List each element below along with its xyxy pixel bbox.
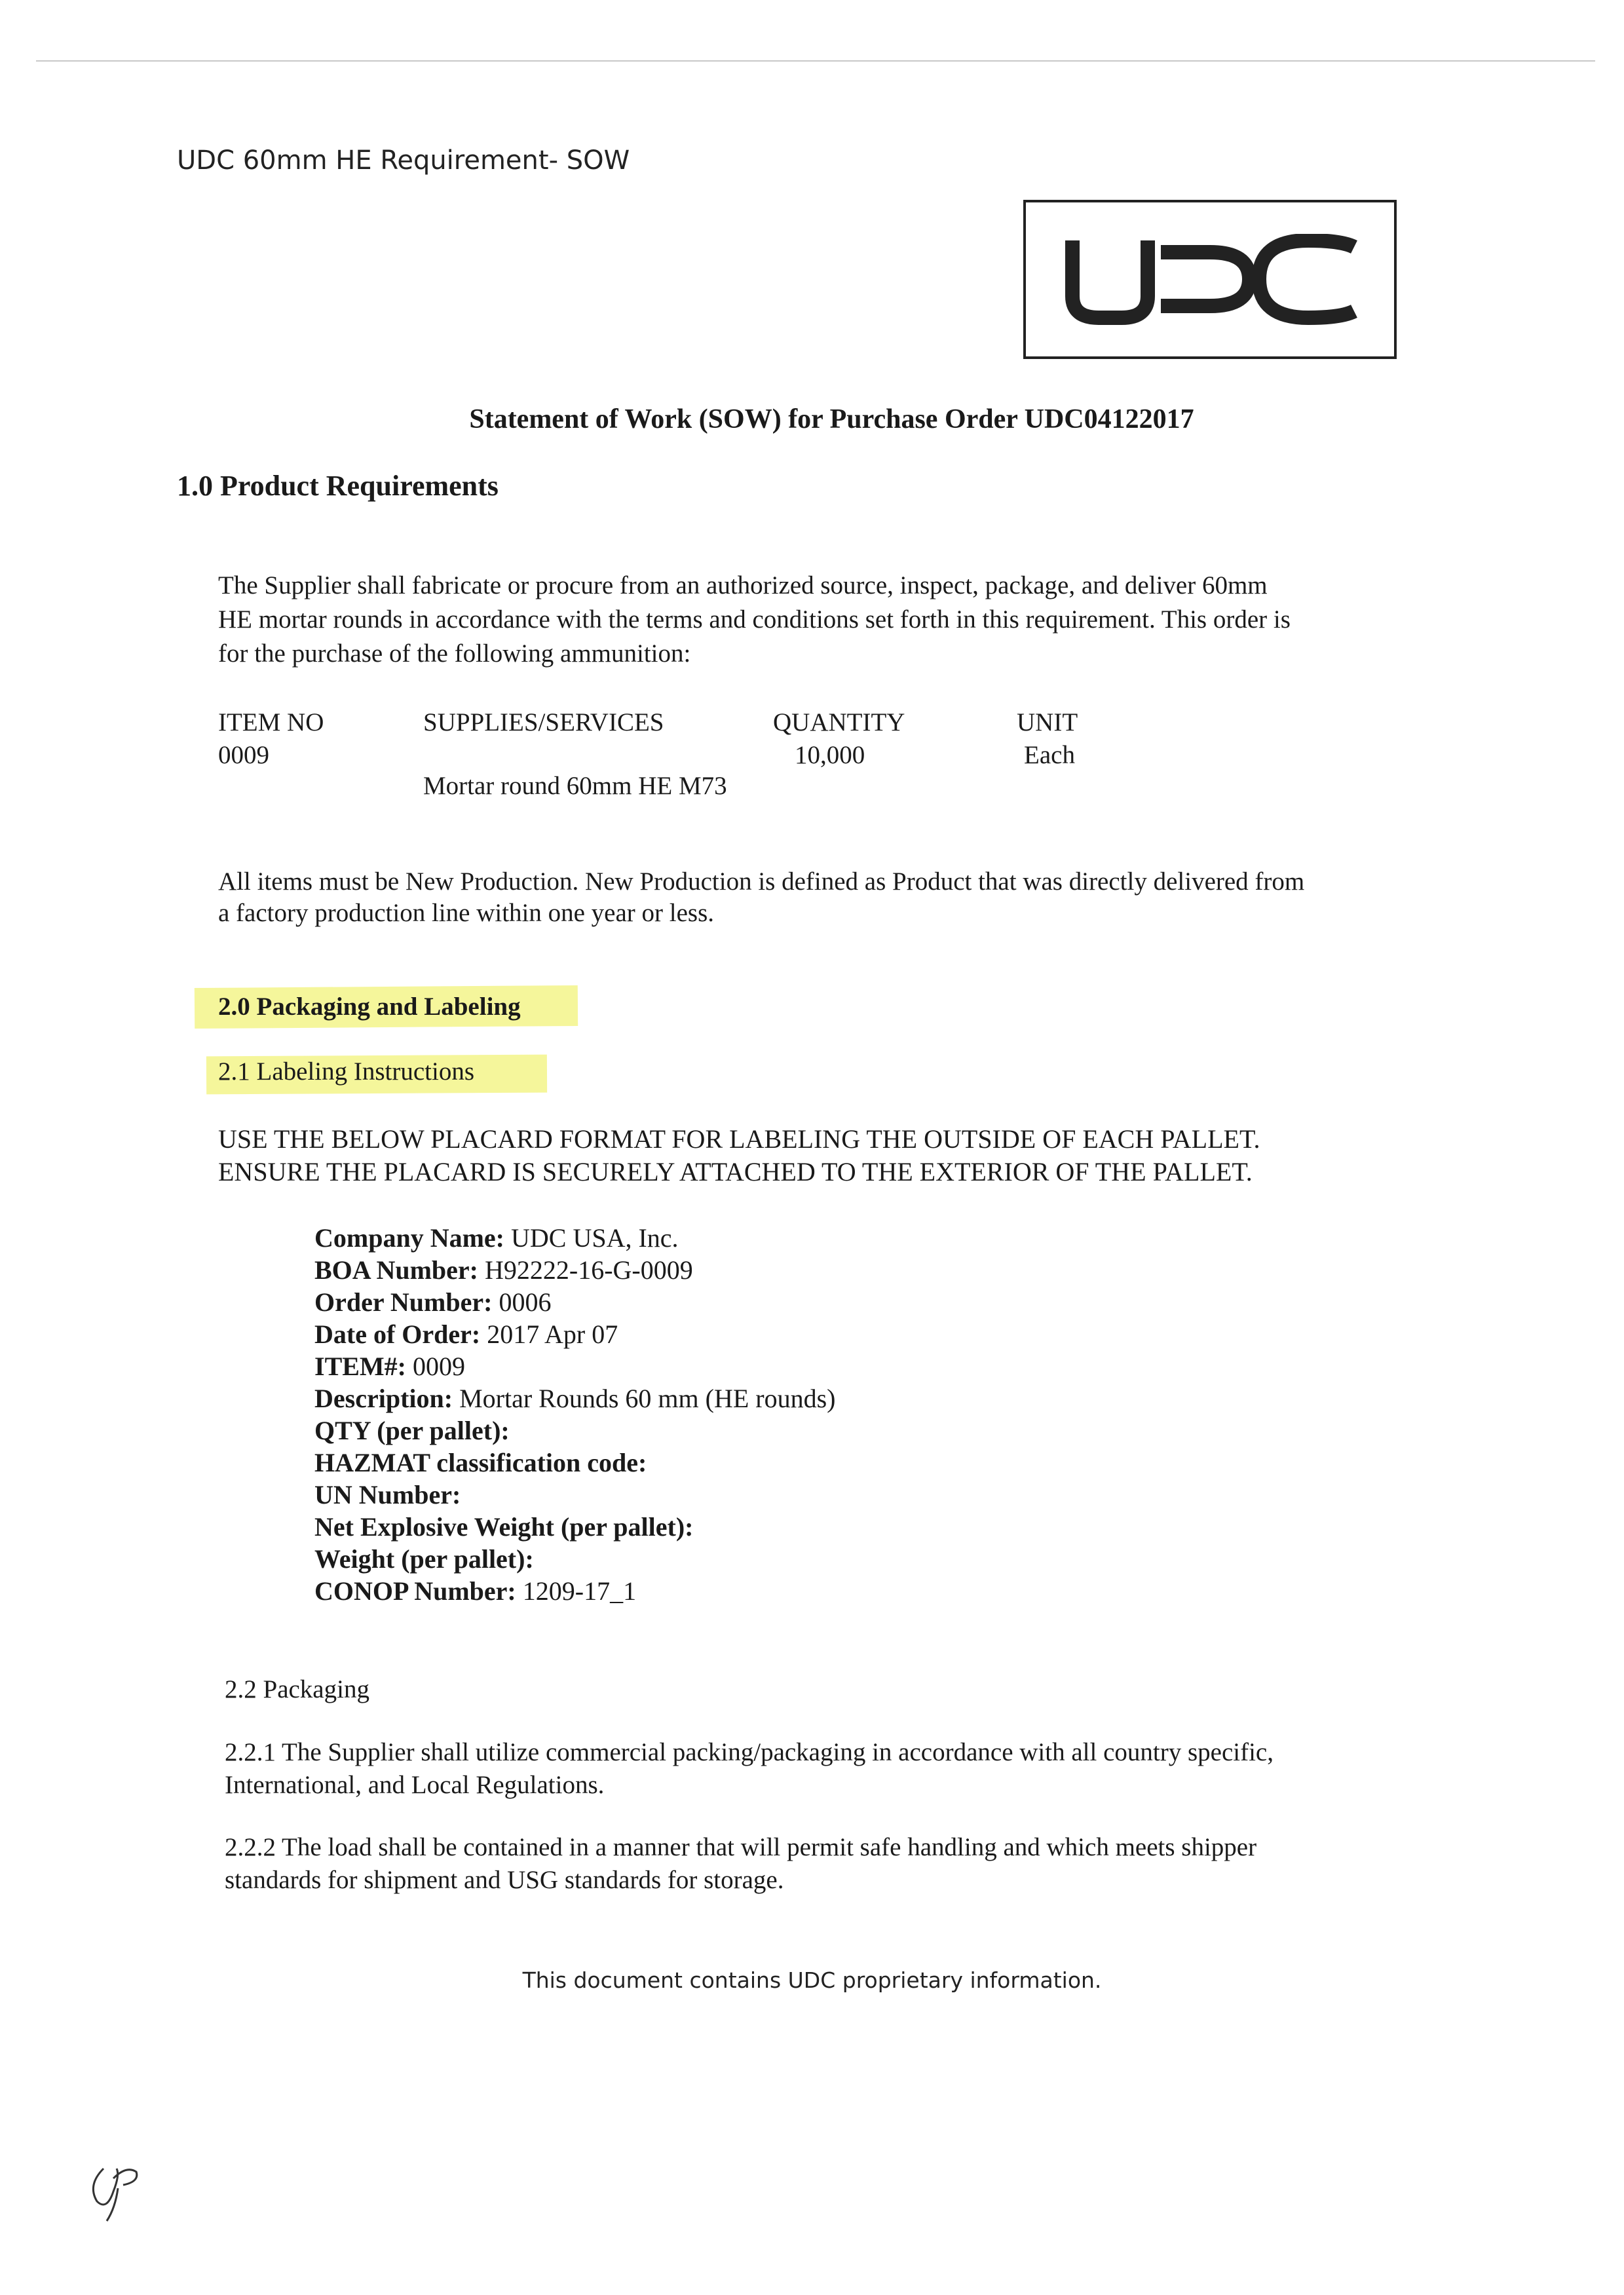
placard-row: Weight (per pallet): [314, 1544, 534, 1574]
table-header-item-no: ITEM NO [218, 708, 324, 736]
intro-line: for the purchase of the following ammunition: [218, 639, 691, 668]
section-2-2-heading: 2.2 Packaging [225, 1675, 369, 1703]
table-header-supplies: SUPPLIES/SERVICES [423, 708, 664, 736]
placard-row: Company Name: UDC USA, Inc. [314, 1223, 679, 1253]
new-production-paragraph [218, 866, 1304, 929]
document-header-label: UDC 60mm HE Requirement- SOW [177, 145, 630, 176]
placard-row: CONOP Number: 1209-17_1 [314, 1576, 637, 1606]
sow-title: Statement of Work (SOW) for Purchase Order UDC04122017 [469, 404, 1194, 434]
paragraph-line: 2.2.2 The load shall be contained in a manner that will permit safe handling and which meets shipper [225, 1833, 1257, 1861]
table-unit: Each [1024, 741, 1075, 769]
paragraph-2-2-1 [225, 1736, 1274, 1802]
section-1-heading: 1.0 Product Requirements [177, 470, 499, 502]
section-2-heading: 2.0 Packaging and Labeling [218, 993, 521, 1021]
udc-logo [1023, 200, 1397, 359]
placard-row: Date of Order: 2017 Apr 07 [314, 1319, 618, 1349]
table-description: Mortar round 60mm HE M73 [423, 772, 727, 800]
intro-line: HE mortar rounds in accordance with the terms and conditions set forth in this requirement. This order is [218, 605, 1291, 634]
placard-row: Description: Mortar Rounds 60 mm (HE rounds) [314, 1384, 836, 1413]
paragraph-line: 2.2.1 The Supplier shall utilize commercial packing/packaging in accordance with all country specific, [225, 1738, 1274, 1766]
instruction-line: USE THE BELOW PLACARD FORMAT FOR LABELING THE OUTSIDE OF EACH PALLET. [218, 1124, 1260, 1154]
top-divider [36, 60, 1595, 62]
instruction-line: ENSURE THE PLACARD IS SECURELY ATTACHED TO THE EXTERIOR OF THE PALLET. [218, 1157, 1253, 1186]
placard-row: Order Number: 0006 [314, 1287, 552, 1317]
table-header-quantity: QUANTITY [773, 708, 905, 736]
placard-row: HAZMAT classification code: [314, 1448, 647, 1477]
paragraph-2-2-2 [225, 1831, 1256, 1897]
paragraph-line: standards for shipment and USG standards for storage. [225, 1866, 784, 1894]
placard-row: QTY (per pallet): [314, 1416, 510, 1445]
table-item-no: 0009 [218, 741, 269, 769]
new-production-line: All items must be New Production. New Production is defined as Product that was directly delivered from [218, 867, 1305, 896]
placard-row: BOA Number: H92222-16-G-0009 [314, 1255, 693, 1285]
table-quantity: 10,000 [795, 741, 865, 769]
section-2-1-heading: 2.1 Labeling Instructions [218, 1057, 475, 1086]
intro-paragraph [218, 569, 1291, 671]
table-header-unit: UNIT [1017, 708, 1078, 736]
initials-signature-icon [77, 2155, 149, 2228]
new-production-line: a factory production line within one year or less. [218, 899, 715, 927]
placard-row: ITEM#: 0009 [314, 1352, 465, 1381]
placard-row: Net Explosive Weight (per pallet): [314, 1512, 694, 1542]
proprietary-footer: This document contains UDC proprietary information. [522, 1967, 1102, 1993]
udc-logo-mark [1059, 234, 1361, 326]
placard-format [314, 1222, 835, 1607]
placard-row: UN Number: [314, 1480, 461, 1509]
labeling-instructions [218, 1123, 1260, 1188]
paragraph-line: International, and Local Regulations. [225, 1771, 605, 1799]
intro-line: The Supplier shall fabricate or procure from an authorized source, inspect, package, and deliver 60mm [218, 571, 1268, 599]
